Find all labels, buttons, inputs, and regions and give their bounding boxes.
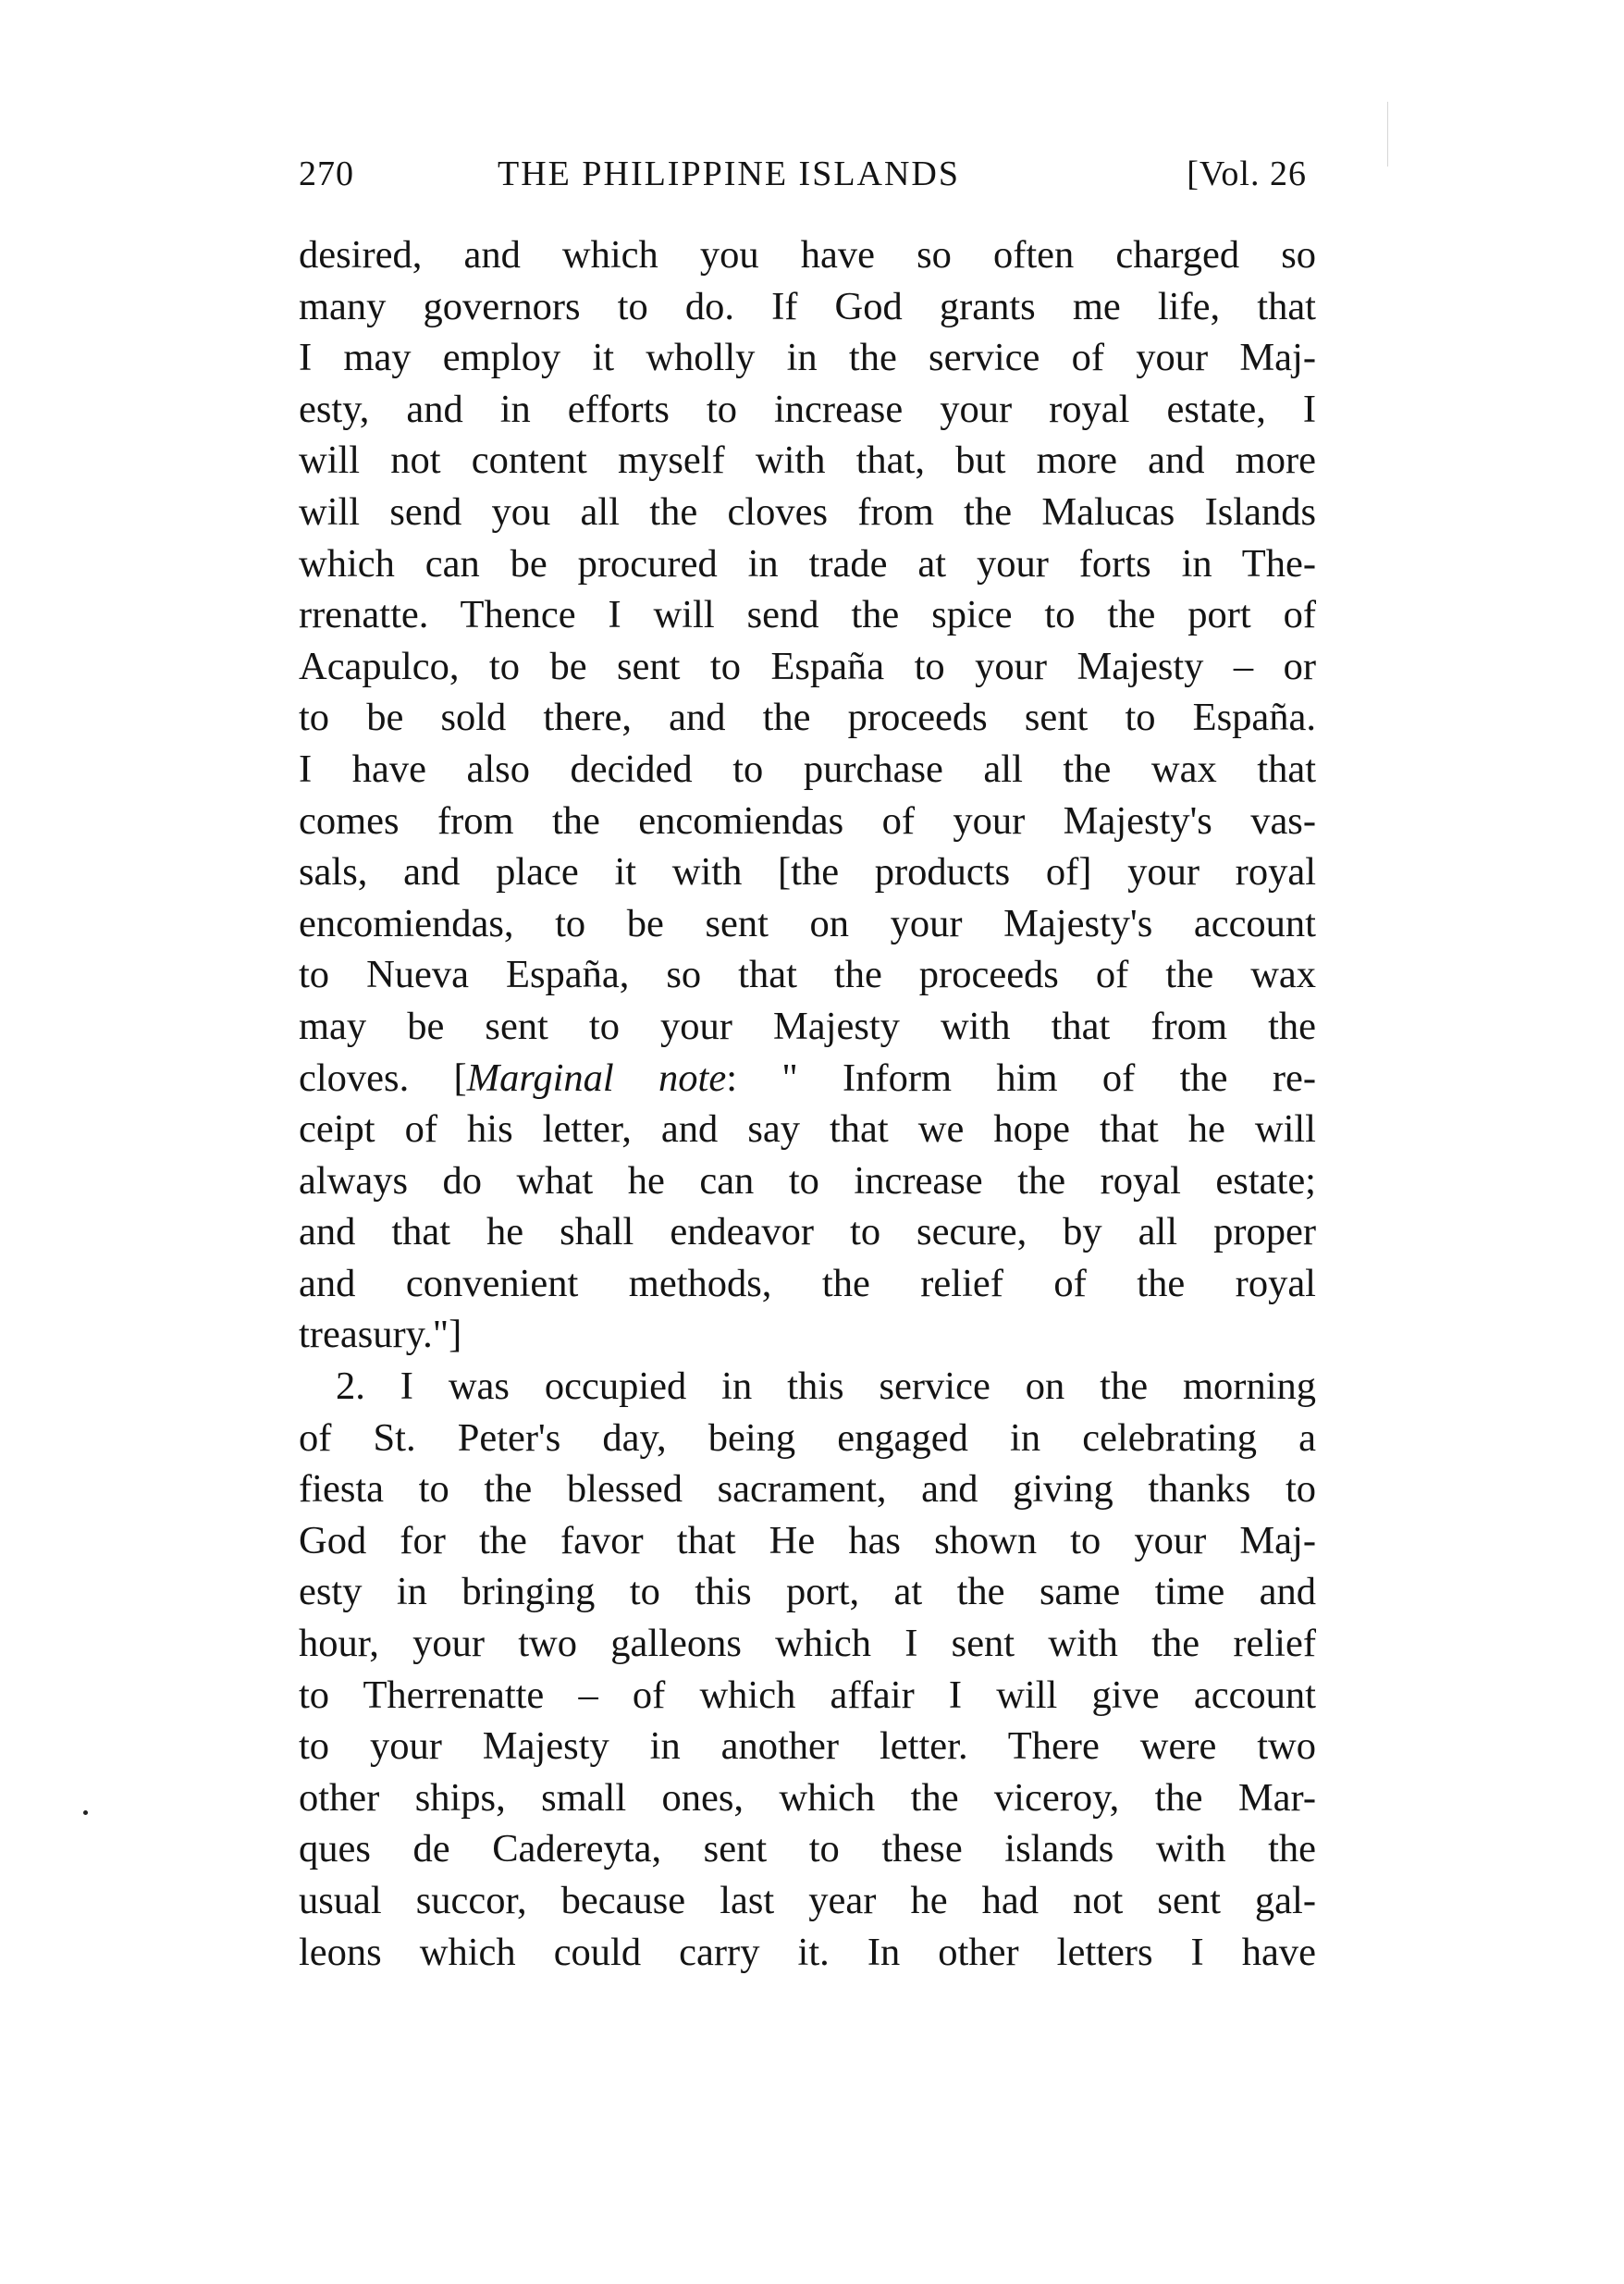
scan-artifact-line (1387, 102, 1388, 167)
text-line: Acapulco, to be sent to España to your Majesty – or (299, 644, 1316, 688)
text-line: hour, your two galleons which I sent with the relief (299, 1622, 1316, 1666)
body-text (299, 229, 1316, 1978)
text-line: sals, and place it with [the products of] your royal (299, 850, 1316, 895)
text-line: desired, and which you have so often charged so (299, 233, 1316, 277)
text-line: will send you all the cloves from the Malucas Islands (299, 489, 1316, 534)
text-line: encomiendas, to be sent on your Majesty's account (299, 901, 1316, 945)
text-line: and that he shall endeavor to secure, by all proper (299, 1210, 1316, 1254)
text-line: esty, and in efforts to increase your royal estate, I (299, 387, 1316, 431)
text-segment: : " Inform him of the re- (726, 1056, 1316, 1100)
page-number: 270 (299, 154, 354, 193)
text-line: many governors to do. If God grants me life, that (299, 284, 1316, 328)
text-line: other ships, small ones, which the viceroy, the Mar- (299, 1775, 1316, 1820)
text-line: I have also decided to purchase all the wax that (299, 747, 1316, 791)
text-line: treasury."] (299, 1313, 462, 1357)
book-title: THE PHILIPPINE ISLANDS (498, 154, 960, 193)
text-line: esty in bringing to this port, at the same time and (299, 1570, 1316, 1614)
marginal-note-label: Marginal note (466, 1056, 727, 1100)
text-line: usual succor, because last year he had not sent gal- (299, 1879, 1316, 1922)
ink-speck (83, 1810, 88, 1815)
text-line: and convenient methods, the relief of the royal (299, 1261, 1316, 1305)
paragraph-start-line: 2. I was occupied in this service on the morning (336, 1364, 1316, 1409)
text-line: which can be procured in trade at your forts in The- (299, 541, 1316, 586)
running-head (299, 148, 1316, 200)
text-line: will not content myself with that, but more and more (299, 438, 1316, 483)
text-line: to your Majesty in another letter. There were two (299, 1724, 1316, 1769)
text-line: leons which could carry it. In other letters I have (299, 1930, 1316, 1974)
text-line: rrenatte. Thence I will send the spice to the port of (299, 593, 1316, 637)
text-line: always do what he can to increase the royal estate; (299, 1158, 1316, 1203)
text-line: ques de Cadereyta, sent to these islands with the (299, 1827, 1316, 1871)
volume-label: [Vol. 26 (1187, 154, 1307, 193)
text-line: I may employ it wholly in the service of your Maj- (299, 336, 1316, 380)
text-segment: cloves. [ (299, 1056, 467, 1100)
text-line: to be sold there, and the proceeds sent to España. (299, 696, 1316, 740)
text-line: God for the favor that He has shown to your Maj- (299, 1518, 1316, 1562)
text-line-marginal-note (299, 1053, 1316, 1105)
text-line: comes from the encomiendas of your Majesty's vas- (299, 798, 1316, 843)
text-line: to Nueva España, so that the proceeds of the wax (299, 953, 1316, 997)
text-line: ceipt of his letter, and say that we hope that he will (299, 1107, 1316, 1152)
text-line: to Therrenatte – of which affair I will give account (299, 1673, 1316, 1717)
text-line: of St. Peter's day, being engaged in celebrating a (299, 1415, 1316, 1460)
text-line: fiesta to the blessed sacrament, and giving thanks to (299, 1467, 1316, 1512)
text-line: may be sent to your Majesty with that from the (299, 1004, 1316, 1048)
